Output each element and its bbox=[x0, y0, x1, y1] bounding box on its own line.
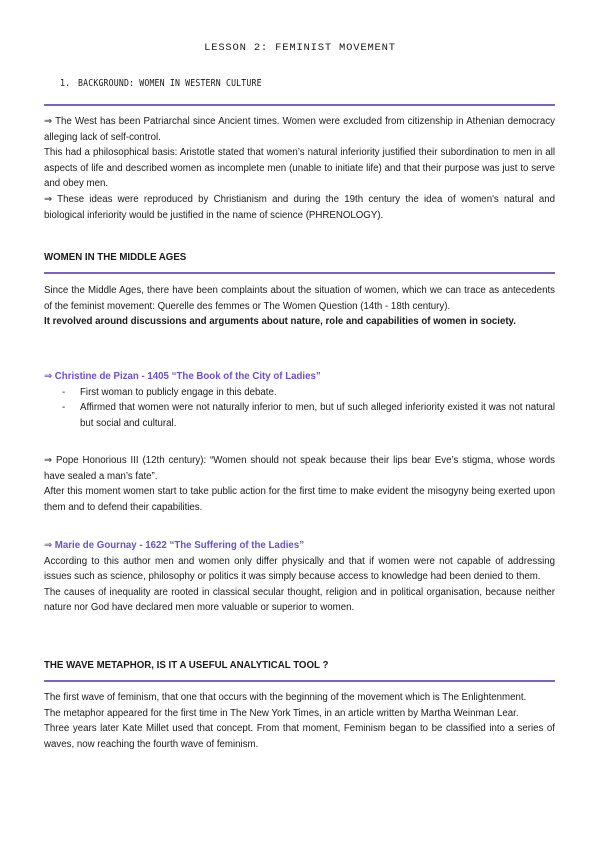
gournay-block bbox=[44, 538, 555, 616]
paragraph: After this moment women start to take public action for the first time to make evident the misogyny being exerted upon them and to defend their capabilities. bbox=[44, 486, 555, 513]
paragraph: Since the Middle Ages, there have been complaints about the situation of women, which we can trace as antecedents of the feminist movement: Querelle des femmes or The Women Question (14th - 18th century). bbox=[44, 285, 555, 312]
page-title: LESSON 2: FEMINIST MOVEMENT bbox=[204, 42, 396, 54]
divider-middle-ages bbox=[44, 272, 555, 274]
wave-text bbox=[44, 690, 555, 752]
paragraph-bold: It revolved around discussions and arguments about nature, role and capabilities of women in society. bbox=[44, 316, 516, 328]
divider-wave bbox=[44, 680, 555, 682]
divider-background bbox=[44, 104, 555, 106]
list-item: - Affirmed that women were not naturally inferior to men, but uf such alleged inferiority existed it was not natural but social and cultural. bbox=[44, 400, 555, 431]
list-item: - First woman to publicly engage in this debate. bbox=[44, 385, 555, 401]
section-number: 1. bbox=[60, 78, 71, 89]
section-heading-middle-ages: WOMEN IN THE MIDDLE AGES bbox=[44, 252, 187, 263]
paragraph: The causes of inequality are rooted in classical secular thought, religion and in political organisation, because neither nature nor God have declared men more valuable or superior to women. bbox=[44, 586, 555, 614]
paragraph: The metaphor appeared for the first time in The New York Times, in an article written by Martha Weinman Lear. bbox=[44, 707, 519, 719]
paragraph: ⇒ Pope Honorious III (12th century): “Women should not speak because their lips bear Eve’s stigma, whose words have sealed a man’s fate”. bbox=[44, 455, 555, 482]
gournay-title: ⇒ Marie de Gournay - 1622 “The Suffering of the Ladies” bbox=[44, 540, 305, 551]
pizan-block bbox=[44, 369, 555, 431]
middle-ages-text bbox=[44, 283, 555, 330]
paragraph: ⇒ The West has been Patriarchal since Ancient times. Women were excluded from citizenship in Athenian democracy alleging lack of self-control. bbox=[44, 116, 555, 143]
pizan-title: ⇒ Christine de Pizan - 1405 “The Book of the City of Ladies” bbox=[44, 371, 321, 382]
section-title: BACKGROUND: WOMEN IN WESTERN CULTURE bbox=[78, 78, 262, 89]
section-heading-wave: THE WAVE METAPHOR, IS IT A USEFUL ANALYTICAL TOOL ? bbox=[44, 660, 329, 671]
section-heading-background bbox=[60, 78, 262, 89]
paragraph: According to this author men and women only differ physically and that if women were not capable of addressing issues such as science, philosophy or politics it was simply because access to knowledge had been denied to them. bbox=[44, 555, 555, 583]
paragraph: This had a philosophical basis: Aristotle stated that women’s natural inferiority justified their subordination to men in all aspects of life and described women as incomplete men (unable to initiate life) and that their purpose was just to serve and obey men. bbox=[44, 147, 555, 190]
paragraph: Three years later Kate Millet used that concept. From that moment, Feminism began to be classified into a series of waves, now reaching the fourth wave of feminism. bbox=[44, 723, 555, 750]
pizan-list bbox=[44, 385, 555, 432]
paragraph: The first wave of feminism, that one that occurs with the beginning of the movement which is The Enlightenment. bbox=[44, 692, 527, 703]
pope-block bbox=[44, 453, 555, 515]
paragraph: ⇒ These ideas were reproduced by Christianism and during the 19th century the idea of women's natural and biological inferiority would be justified in the name of science (PHRENOLOGY). bbox=[44, 193, 555, 221]
background-text bbox=[44, 114, 555, 223]
